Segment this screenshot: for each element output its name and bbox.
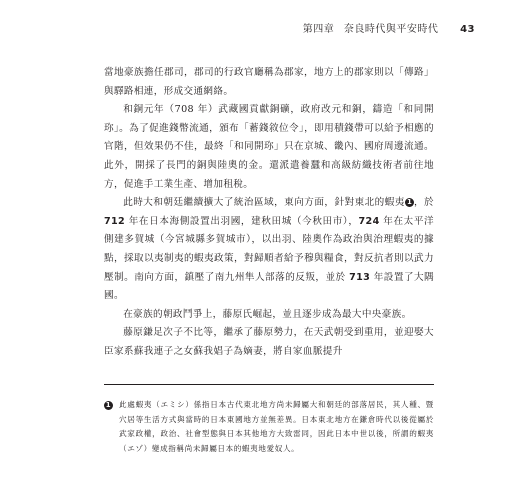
paragraph <box>104 324 434 361</box>
text-run: 當地豪族擔任郡司，郡司的行政官廳稱為郡家，地方上的郡家則以「傳路」與驛路相連，形成交通網絡。 <box>104 67 434 97</box>
running-header <box>303 20 475 35</box>
footnote <box>104 398 434 456</box>
footnote-text: 此處蝦夷（エミシ）係指日本古代東北地方尚未歸屬大和朝廷的部落居民，其人種、暨穴居等生活方式與當時的日本東國地方並無差異。日本東北地方在鎌倉時代以後從屬於武家政權，政治、社會型態與日本其他地方大致雷同，因此日本中世以後，所謂的蝦夷（エゾ）變成指稱尚未歸屬日本的蝦夷地愛奴人。 <box>119 400 434 453</box>
year-number: 724 <box>358 215 380 227</box>
paragraph <box>104 101 434 194</box>
footnote-divider <box>104 384 434 385</box>
text-run: 此時大和朝廷繼續擴大了統治區域，東向方面，針對東北的蝦夷 <box>123 197 405 209</box>
paragraph <box>104 306 434 325</box>
text-run: 年設置了大隅國。 <box>104 271 435 302</box>
text-run: ，於 <box>413 197 434 209</box>
page-number: 43 <box>460 24 475 35</box>
chapter-title: 奈良時代與平安時代 <box>343 24 439 35</box>
text-run: 年在太平洋側建多賀城（今宮城縣多賀城市），以出羽、陸奧作為政治與治理蝦夷的據點，採取以夷制夷的蝦夷政策，對歸順者給予穆與糧食，對反抗者則以武力壓制。南向方面，鎮壓了南九州隼人部落的反叛，並於 <box>104 215 434 283</box>
text-run: 藤原鎌足次子不比等，繼承了藤原勢力，在天武朝受到重用，並迎娶大臣家系蘇我連子之女蘇我娼子為嫡妻，將自家血脈提升 <box>104 327 434 357</box>
paragraph <box>104 64 434 101</box>
text-run: 在豪族的朝政鬥爭上，藤原氏崛起，並且逐步成為最大中央豪族。 <box>123 308 412 320</box>
body-text <box>104 64 434 362</box>
chapter-label: 第四章 <box>302 24 335 35</box>
year-number: 712 <box>104 215 126 227</box>
footnote-marker-icon: 1 <box>105 401 112 409</box>
year-number: 713 <box>349 271 371 283</box>
text-run: 和銅元年（708 年）武藏國貢獻銅礦，政府改元和銅，鑄造「和同開珎」。為了促進錢幣流通，頒布「蓄錢敘位令」，即用積錢帶可以給予相應的官階，但效果仍不佳，最終「和同開珎」只在京城、畿內、國府周邊流通。此外，開採了長門的銅與陸奧的金。還派遣養蠶和高級紡織技術者前往地方，促進手工業生產、增加租稅。 <box>104 104 434 190</box>
footnote-ref-icon: 1 <box>405 198 414 207</box>
paragraph <box>104 194 434 306</box>
text-run: 年在日本海側設置出羽國，建秋田城（今秋田市）， <box>125 215 359 227</box>
